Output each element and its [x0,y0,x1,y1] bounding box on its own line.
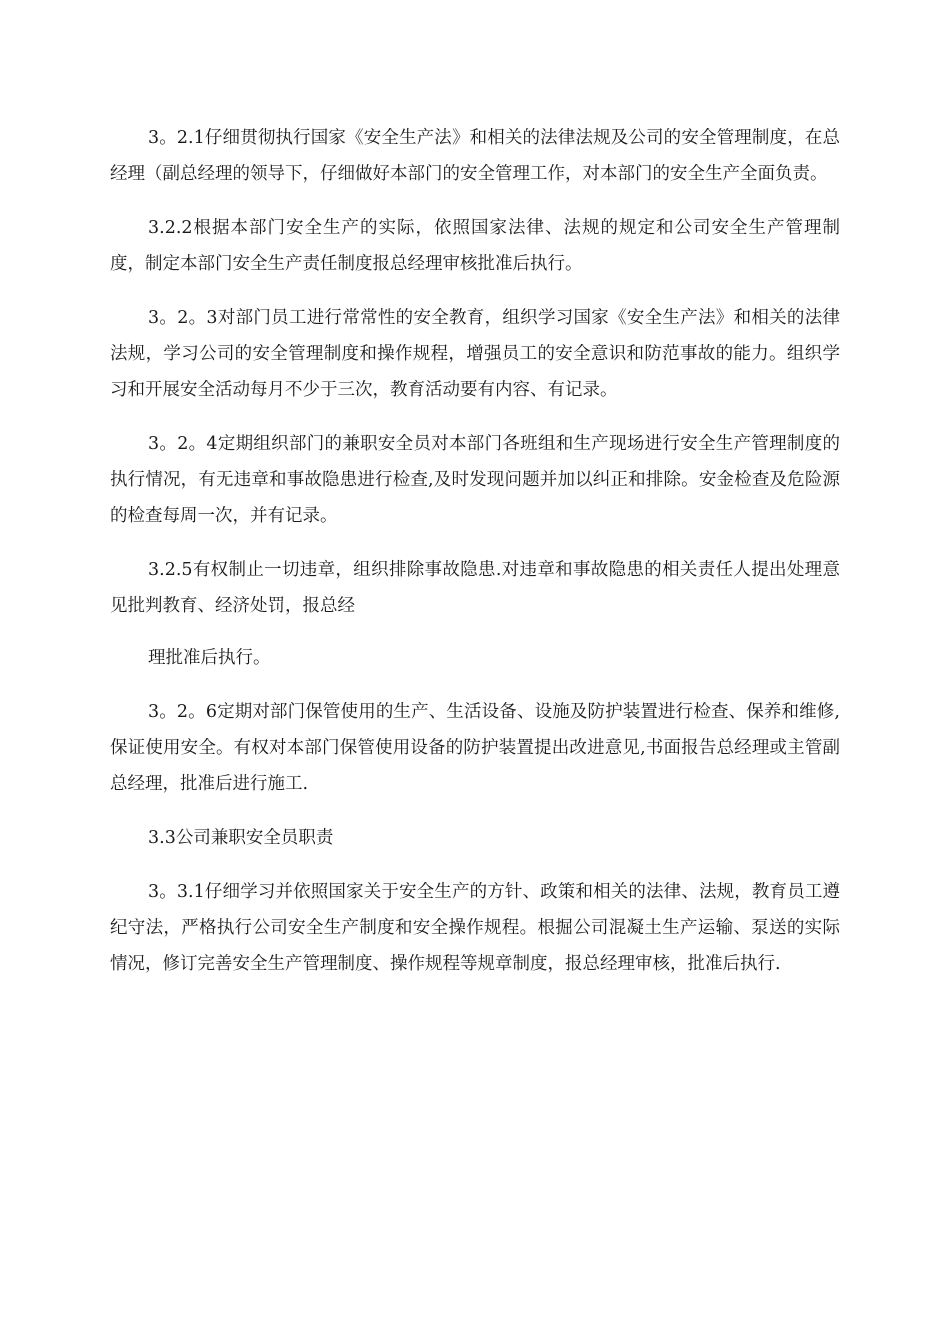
paragraph-3-2-4: 3。2。4定期组织部门的兼职安全员对本部门各班组和生产现场进行安全生产管理制度的执行情况，有无违章和事故隐患进行检查,及时发现问题并加以纠正和排除。安金检查及危险源的检查每周一次，并有记录。 [110,434,840,526]
section-heading-3-3: 3.3公司兼职安全员职责 [148,828,334,848]
paragraph-3-2-1: 3。2.1仔细贯彻执行国家《安全生产法》和相关的法律法规及公司的安全管理制度，在总经理（副总经理的领导下，仔细做好本部门的安全管理工作，对本部门的安全生产全面负责。 [110,128,840,184]
paragraph-3-2-5: 3.2.5有权制止一切违章，组织排除事故隐患.对违章和事故隐患的相关责任人提出处理意见批判教育、经济处罚，报总经 [110,560,840,616]
paragraph-3-2-5-continuation: 理批准后执行。 [148,648,271,668]
document-page [110,120,840,1000]
paragraph-3-3-1: 3。3.1仔细学习并依照国家关于安全生产的方针、政策和相关的法律、法规，教育员工遵纪守法，严格执行公司安全生产制度和安全操作规程。根掘公司混凝土生产运输、泵送的实际情况，修订完善安全生产管理制度、操作规程等规章制度，报总经理审核，批准后执行. [110,882,840,974]
paragraph-3-2-3: 3。2。3对部门员工进行常常性的安全教育，组织学习国家《安全生产法》和相关的法律法规，学习公司的安全管理制度和操作规程，增强员工的安全意识和防范事故的能力。组织学习和开展安全活动每月不少于三次，教育活动要有内容、有记录。 [110,308,840,400]
paragraph-3-2-6: 3。2。6定期对部门保管使用的生产、生活设备、设施及防护装置进行检查、保养和维修,保证使用安全。有权对本部门保管使用设备的防护装置提出改进意见,书面报告总经理或主管副总经理，批准后进行施工. [110,702,840,794]
paragraph-3-2-2: 3.2.2根据本部门安全生产的实际，依照国家法律、法规的规定和公司安全生产管理制度，制定本部门安全生产责任制度报总经理审核批准后执行。 [110,218,840,274]
